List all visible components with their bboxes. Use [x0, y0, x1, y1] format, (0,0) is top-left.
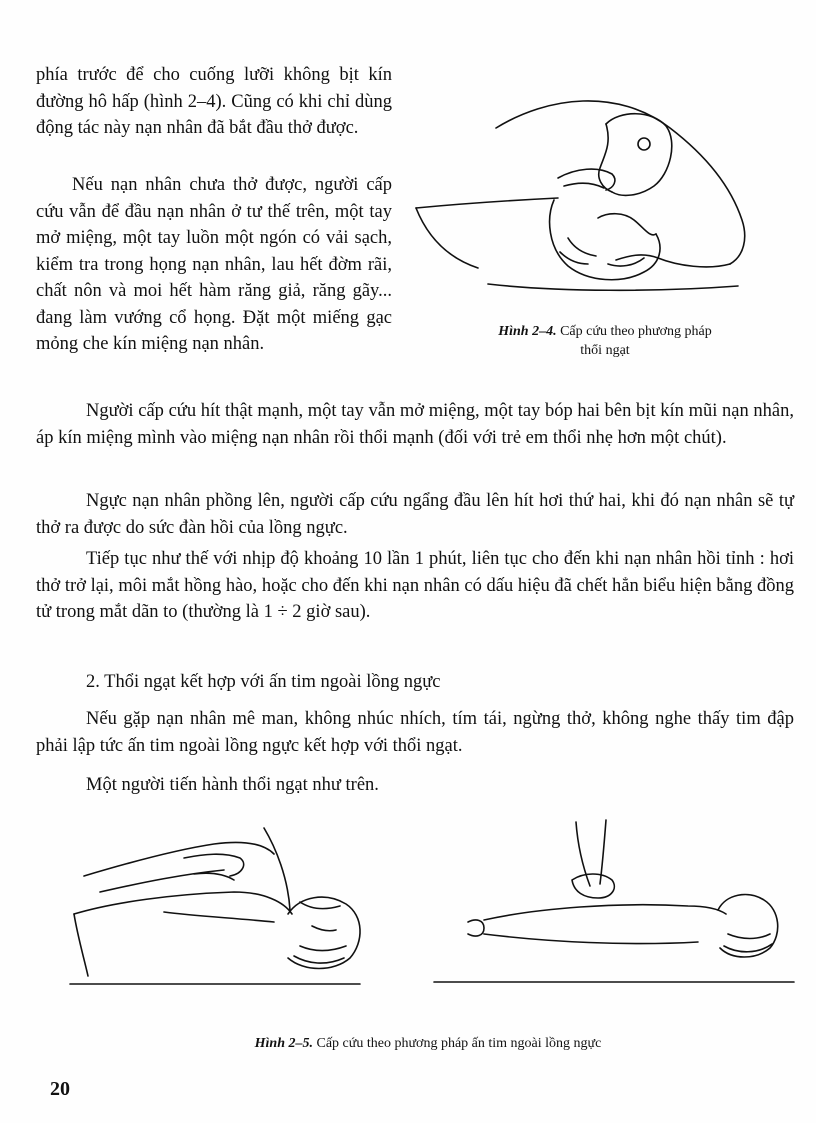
rescuer-back [496, 101, 745, 264]
victim-chest-line [164, 912, 274, 922]
figure-2-5-caption-text: Cấp cứu theo phương pháp ấn tim ngoài lồng ngực [316, 1036, 602, 1051]
rescuer-hand [558, 169, 615, 190]
page-number: 20 [50, 1078, 70, 1100]
victim-shoulder [74, 892, 292, 914]
rescuer-arm-upper [84, 842, 274, 876]
figure-2-5-right-illustration [428, 810, 798, 1000]
victim-hair [294, 946, 346, 963]
figure-2-5-label: Hình 2–5. [254, 1036, 313, 1051]
rescuer-hands [572, 874, 614, 898]
paragraph-6: Nếu gặp nạn nhân mê man, không nhúc nhích, tím tái, ngừng thở, không nghe thấy tim đập phải lập tức ấn tim ngoài lồng ngực kết hợp với thổi ngạt. [36, 709, 794, 756]
ground-line [488, 284, 738, 290]
rescuer-hands [184, 854, 244, 880]
victim-feet [468, 920, 484, 936]
victim-chest [416, 208, 478, 268]
victim-face [300, 902, 340, 931]
figure-2-4-label: Hình 2–4. [498, 324, 557, 339]
victim-hair [724, 934, 772, 952]
figure-2-5-left-illustration [64, 818, 374, 1008]
rescuer-arm [616, 255, 730, 267]
paragraph-4: Ngực nạn nhân phồng lên, người cấp cứu ngẩng đầu lên hít hơi thứ hai, khi đó nạn nhân sẽ tự thở ra được do sức đàn hồi của lồng ngực. [36, 491, 794, 538]
figure-2-4-illustration [408, 88, 778, 308]
victim-hair [560, 238, 644, 266]
figure-2-4-caption-line2: thổi ngạt [580, 343, 630, 358]
figure-2-4-caption [418, 322, 792, 360]
section-heading: 2. Thổi ngạt kết hợp với ấn tim ngoài lồng ngực [86, 672, 441, 692]
rescuer-face [599, 124, 612, 192]
paragraph-2: Nếu nạn nhân chưa thở được, người cấp cứu vẫn để đầu nạn nhân ở tư thế trên, một tay mở miệng, một tay luồn một ngón có vải sạch, kiểm tra trong họng nạn nhân, lau hết đờm rãi, chất nôn và moi hết hàm răng giả, răng gãy... đang làm vướng cổ họng. Đặt một miếng gạc mỏng che kín miệng nạn nhân. [36, 175, 392, 354]
rescuer-head [606, 114, 672, 196]
paragraph-5: Tiếp tục như thế với nhịp độ khoảng 10 lần 1 phút, liên tục cho đến khi nạn nhân hồi tỉnh : hơi thở trở lại, môi mắt hồng hào, hoặc cho đến khi nạn nhân có dấu hiệu đã chết hẳn biểu hiện bằng đồng tử trong mắt dãn to (thường là 1 ÷ 2 giờ sau). [36, 549, 794, 622]
paragraph-3: Người cấp cứu hít thật mạnh, một tay vẫn mở miệng, một tay bóp hai bên bịt kín mũi nạn nhân, áp kín miệng mình vào miệng nạn nhân rồi thổi mạnh (đối với trẻ em thổi nhẹ hơn một chút). [36, 401, 794, 448]
victim-body-top [484, 905, 726, 920]
victim-body-bottom [484, 934, 698, 944]
victim-body-line [416, 198, 558, 208]
rescuer-ear [638, 138, 650, 150]
figure-2-5-caption [140, 1034, 716, 1053]
victim-face [598, 214, 656, 235]
victim-body [74, 914, 88, 976]
victim-head [550, 200, 660, 280]
figure-2-4-caption-line1: Cấp cứu theo phương pháp [560, 324, 712, 339]
paragraph-7: Một người tiến hành thổi ngạt như trên. [86, 775, 379, 795]
paragraph-1: phía trước để cho cuống lưỡi không bịt kín đường hô hấp (hình 2–4). Cũng có khi chỉ dùng động tác này nạn nhân đã bắt đầu thở được. [36, 65, 392, 138]
